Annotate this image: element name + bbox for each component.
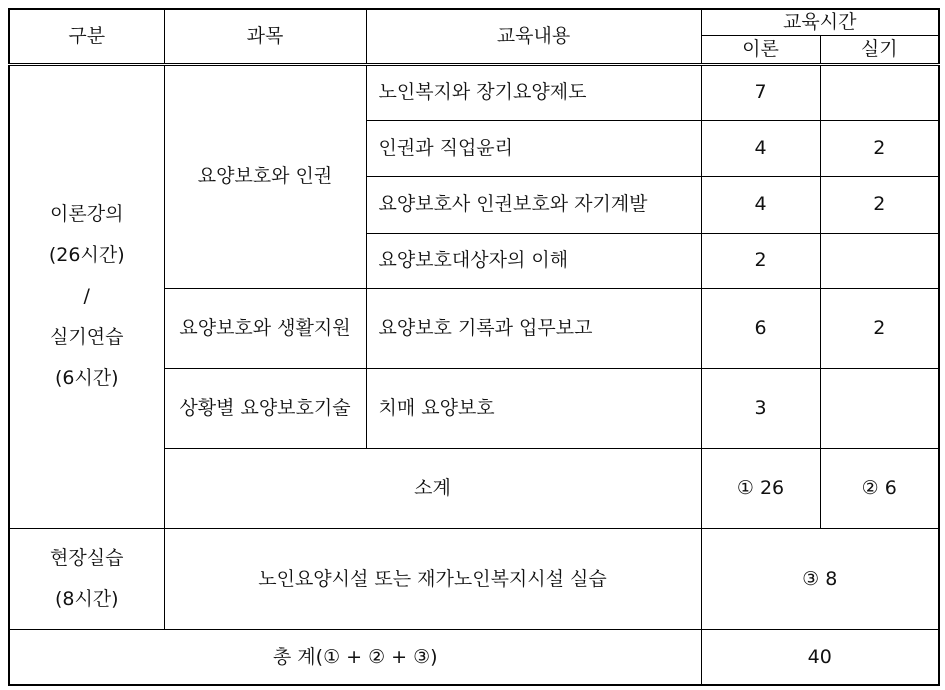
- practice-cell: [820, 368, 939, 448]
- content-cell: 요양보호사 인권보호와 자기계발: [366, 176, 701, 233]
- practice-cell: [820, 233, 939, 288]
- total-label: 총 계(① + ② + ③): [9, 630, 701, 685]
- subtotal-theory: ① 26: [701, 449, 820, 529]
- theory-cell: 4: [701, 120, 820, 176]
- header-practice: 실기: [820, 35, 939, 64]
- curriculum-table: [8, 8, 940, 686]
- total-hours: 40: [701, 630, 939, 685]
- header-row: [9, 9, 939, 35]
- field-training-row: [9, 529, 939, 630]
- subject-name: 요양보호와 인권: [164, 64, 366, 288]
- table-row: [9, 64, 939, 120]
- field-training-content: 노인요양시설 또는 재가노인복지시설 실습: [164, 529, 701, 630]
- subtotal-practice: ② 6: [820, 449, 939, 529]
- practice-cell: 2: [820, 120, 939, 176]
- subject-name: 상황별 요양보호기술: [164, 368, 366, 448]
- subtotal-label: 소계: [164, 449, 701, 529]
- field-training-label: 현장실습 (8시간): [9, 529, 164, 630]
- theory-cell: 2: [701, 233, 820, 288]
- header-content: 교육내용: [366, 9, 701, 64]
- content-cell: 인권과 직업윤리: [366, 120, 701, 176]
- lecture-group-label: 이론강의 (26시간) / 실기연습 (6시간): [9, 64, 164, 529]
- practice-cell: 2: [820, 176, 939, 233]
- theory-cell: 3: [701, 368, 820, 448]
- practice-cell: 2: [820, 288, 939, 368]
- header-division: 구분: [9, 9, 164, 64]
- practice-cell: [820, 64, 939, 120]
- subject-name: 요양보호와 생활지원: [164, 288, 366, 368]
- header-theory: 이론: [701, 35, 820, 64]
- field-training-hours: ③ 8: [701, 529, 939, 630]
- total-row: [9, 630, 939, 685]
- theory-cell: 7: [701, 64, 820, 120]
- content-cell: 노인복지와 장기요양제도: [366, 64, 701, 120]
- theory-cell: 4: [701, 176, 820, 233]
- header-subject: 과목: [164, 9, 366, 64]
- content-cell: 요양보호대상자의 이해: [366, 233, 701, 288]
- content-cell: 요양보호 기록과 업무보고: [366, 288, 701, 368]
- content-cell: 치매 요양보호: [366, 368, 701, 448]
- theory-cell: 6: [701, 288, 820, 368]
- header-hours: 교육시간: [701, 9, 939, 35]
